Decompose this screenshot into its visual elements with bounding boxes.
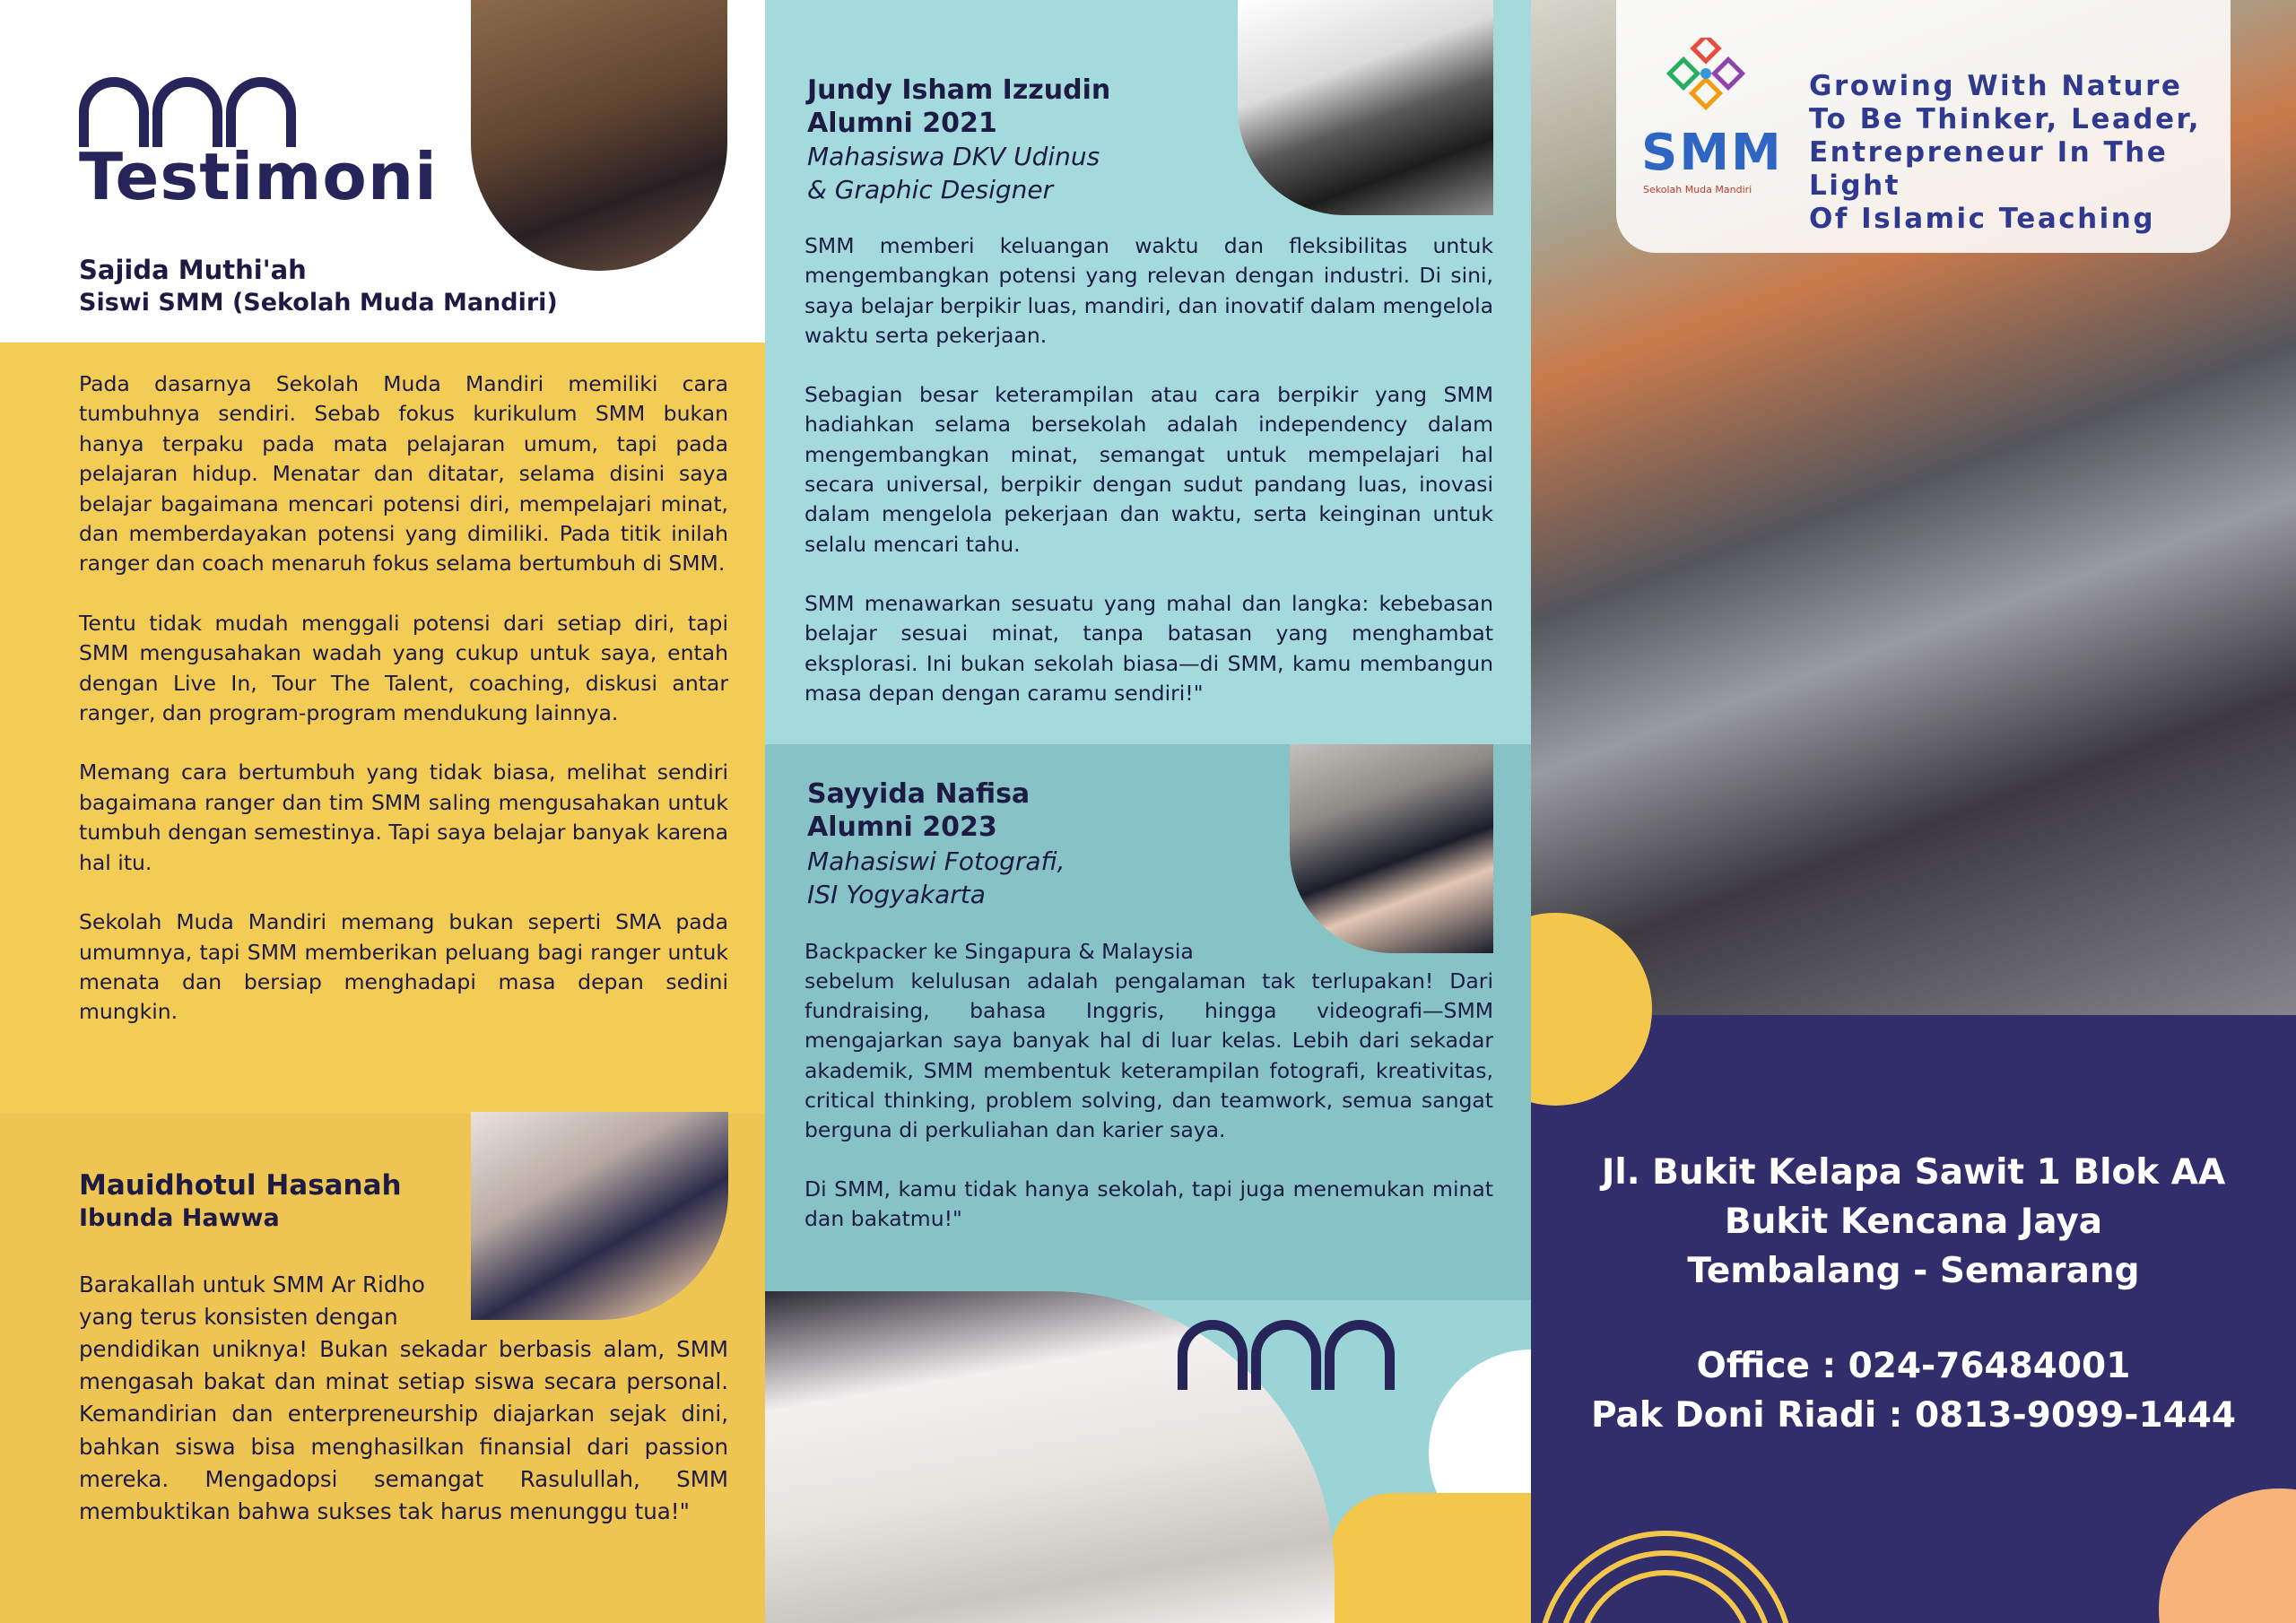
testimonial-body-sayyida <box>804 967 1493 1235</box>
alumni-line: Alumni 2021 <box>807 108 997 139</box>
portrait-sayyida <box>1290 744 1493 953</box>
role-line: ISI Yogyakarta <box>807 880 986 909</box>
paragraph: Pada dasarnya Sekolah Muda Mandiri memiliki cara tumbuhnya sendiri. Sebab fokus kurikulum SMM bukan hanya terpaku pada mata pelajaran umum, tapi pada pelajaran hidup. Menatar dan ditatar, selama disini saya belajar bagaimana mencari potensi diri, mempelajari minat, dan memberdayakan potensi yang dimiliki. Pada titik inilah ranger dan coach menaruh fokus selama bertumbuh di SMM. <box>79 371 728 577</box>
tagline-line: Entrepreneur In The Light <box>1809 136 2169 202</box>
testimonial-role <box>807 140 1100 206</box>
left-panel <box>0 0 765 1623</box>
testimonial-role <box>807 845 1065 911</box>
arch-decoration <box>79 77 312 122</box>
testimonial-role: Siswi SMM (Sekolah Muda Mandiri) <box>79 289 558 317</box>
testimonial-name: Mauidhotul Hasanah <box>79 1169 402 1202</box>
contact-info <box>1531 1341 2296 1440</box>
page-title: Testimoni <box>79 139 438 214</box>
smm-logo-icon <box>1648 38 1764 118</box>
paragraph: Tentu tidak mudah menggali potensi dari setiap diri, tapi SMM mengusahakan wadah yang cukup untuk saya, entah dengan Live In, Tour The Talent, coaching, diskusi antar ranger, dan program-program mendukung lainnya. <box>79 610 728 726</box>
address-line: Bukit Kencana Jaya <box>1724 1202 2103 1242</box>
brand-card <box>1616 0 2231 253</box>
role-line: Mahasiswa DKV Udinus <box>807 142 1100 171</box>
paragraph: Sebagian besar keterampilan atau cara berpikir yang SMM hadiahkan selama bersekolah adalah independency dalam mengembangkan minat, semangat untuk mempelajari hal secara universal, berpikir dengan sudut pandang luas, inovasi dalam mengelola pekerjaan dan waktu, serta keinginan untuk selalu mencari tahu. <box>804 382 1493 557</box>
school-address <box>1531 1148 2296 1296</box>
paragraph: SMM menawarkan sesuatu yang mahal dan langka: kebebasan belajar sesuai minat, tanpa batasan yang menghambat eksplorasi. Ini bukan sekolah biasa—di SMM, kamu membangun masa depan dengan caramu sendiri!" <box>804 590 1493 706</box>
contact-person-phone: Pak Doni Riadi : 0813-9099-1444 <box>1590 1395 2236 1436</box>
testimonial-body-jundy <box>804 231 1493 708</box>
name-line: Sayyida Nafisa <box>807 778 1031 810</box>
tagline-line: To Be Thinker, Leader, <box>1809 103 2202 135</box>
role-line: & Graphic Designer <box>807 175 1054 204</box>
role-line: Mahasiswi Fotografi, <box>807 846 1065 876</box>
paragraph: Sekolah Muda Mandiri memang bukan seperti SMA pada umumnya, tapi SMM memberikan peluang bagi ranger untuk menata dan bersiap menghadapi masa depan sedini mungkin. <box>79 909 728 1025</box>
testimonial-role: Ibunda Hawwa <box>79 1204 280 1232</box>
testimonial-name: Sajida Muthi'ah <box>79 255 307 285</box>
alumni-line: Alumni 2023 <box>807 812 997 843</box>
decorative-block <box>1330 1493 1531 1623</box>
testimonial-intro: Barakallah untuk SMM Ar Ridho yang terus konsisten dengan <box>79 1271 425 1330</box>
logo-wordmark: SMM <box>1641 124 1783 182</box>
paragraph: sebelum kelulusan adalah pengalaman tak terlupakan! Dari fundraising, bahasa Inggris, hingga videografi—SMM mengajarkan saya banyak hal di luar kelas. Lebih dari sekadar akademik, SMM membentuk keterampilan fotografi, kreativitas, critical thinking, problem solving, dan teamwork, semua sangat berguna di perkuliahan dan karier saya. <box>804 968 1493 1143</box>
office-phone: Office : 024-76484001 <box>1696 1346 2131 1386</box>
testimonial-name <box>807 777 1030 844</box>
middle-panel <box>765 0 1531 1623</box>
paragraph: SMM memberi keluangan waktu dan fleksibilitas untuk mengembangkan potensi yang relevan dengan industri. Di sini, saya belajar berpikir luas, mandiri, dan inovatif dalam mengelola waktu serta pekerjaan. <box>804 233 1493 348</box>
brand-tagline <box>1809 70 2213 236</box>
decorative-circle <box>2159 1488 2296 1623</box>
logo-subtitle: Sekolah Muda Mandiri <box>1643 184 1752 195</box>
arch-decoration <box>1178 1320 1411 1365</box>
testimonial-intro: Backpacker ke Singapura & Malaysia <box>804 939 1194 964</box>
decorative-arcs <box>1531 1488 1800 1623</box>
testimonial-body-mauidhotul: pendidikan uniknya! Bukan sekadar berbasis alam, SMM mengasah bakat dan minat setiap siswa secara personal. Kemandirian dan enterpreneurship diajarkan sejak dini, bahkan siswa bisa menghasilkan finansial dari passion mereka. Mengadopsi semangat Rasulullah, SMM membuktikan bahwa sukses tak harus menunggu tua!" <box>79 1336 728 1525</box>
right-panel <box>1531 0 2296 1623</box>
portrait-jundy <box>1238 0 1493 215</box>
testimonial-body-sajida <box>79 369 728 1028</box>
address-line: Jl. Bukit Kelapa Sawit 1 Blok AA <box>1601 1152 2226 1193</box>
tagline-line: Of Islamic Teaching <box>1809 203 2156 235</box>
testimonial-name <box>807 74 1110 140</box>
address-line: Tembalang - Semarang <box>1687 1251 2140 1291</box>
paragraph: Di SMM, kamu tidak hanya sekolah, tapi juga menemukan minat dan bakatmu!" <box>804 1176 1493 1232</box>
paragraph: Memang cara bertumbuh yang tidak biasa, melihat sendiri bagaimana ranger dan tim SMM saling mengusahakan untuk tumbuh dengan semestinya. Tapi saya belajar banyak karena hal itu. <box>79 759 728 875</box>
name-line: Jundy Isham Izzudin <box>807 74 1111 106</box>
portrait-sajida <box>471 0 727 271</box>
tagline-line: Growing With Nature <box>1809 70 2183 102</box>
